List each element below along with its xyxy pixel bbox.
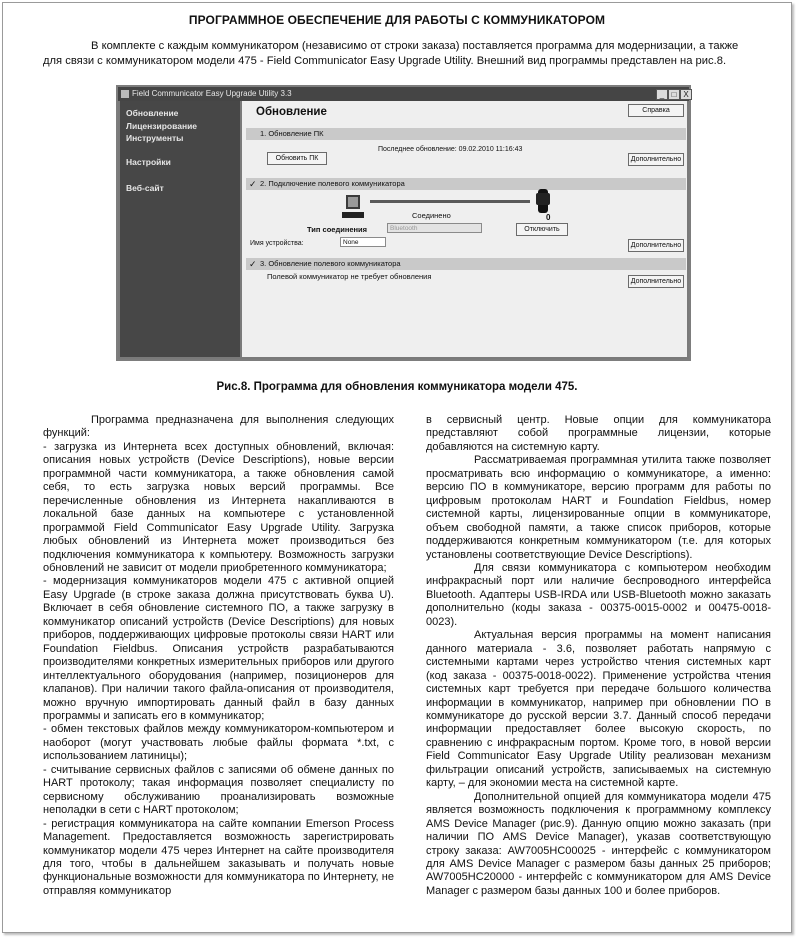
- more-button-3: Дополнительно: [628, 275, 684, 288]
- right-column: [426, 414, 771, 898]
- help-button: Справка: [628, 104, 684, 117]
- communicator-icon: [532, 189, 554, 223]
- intro-line-1: В комплекте с каждым коммуникатором (независимо от строки заказа) поставляется программа для модернизации, а также: [91, 40, 739, 52]
- right-paragraph-4: Актуальная версия программы на момент написания данного материала - 3.6, позволяет работать напрямую с системными картами через устройство чтения системных карт (код заказа - 00375-0018-0022). Применение устройства чтения системных карт требуется при передаче большого количества информации в коммуникатор, например при обновлении ПО в коммуникаторе до русской версии 3.7. Данный способ передачи информации предоставляет более высокую скорость, по сравнению с инфракрасным портом. Кроме того, в новой версии Field Communicator Easy Upgrade Utility реализован механизм фильтрации описаний устройств, записываемых на системную карту, – для экономии места на системной карте.: [426, 629, 771, 790]
- left-paragraph-4: - обмен текстовых файлов между коммуникатором-компьютером и наоборот (могут участвовать любые файлы формата *.txt, с использованием латиницы);: [43, 723, 394, 763]
- section-pc-update-title: 1. Обновление ПК: [260, 129, 324, 138]
- section-pc-update: [246, 128, 686, 140]
- right-paragraph-2: Рассматриваемая программная утилита также позволяет просматривать всю информацию о коммуникаторе, а именно: версию ПО в коммуникаторе, версию программ для работы по цифровым протоколам HART и Foundation Fieldbus, номер системной карты, лицензированные опции в коммуникаторе, объем свободной памяти, а также список приборов, которые поддерживаются конкретным коммуникатором (т.е. для которых установлены соответствующие Device Descriptions).: [426, 454, 771, 561]
- right-paragraph-3: Для связи коммуникатора с компьютером необходим инфракрасный порт или наличие беспроводного интерфейса Bluetooth. Адаптеры USB-IRDA или USB-Bluetooth можно заказать дополнительно (коды заказа - 00375-0015-0002 и 00475-0018-0023).: [426, 561, 771, 628]
- app-content: [242, 101, 687, 357]
- section-communicator-update: [246, 258, 686, 270]
- device-name-label: Имя устройства:: [250, 240, 304, 247]
- sidebar-item-licensing: Лицензирование: [126, 121, 198, 131]
- sidebar-item-website: Веб-сайт: [126, 183, 164, 193]
- intro-paragraph: [43, 39, 759, 69]
- left-column: [43, 414, 394, 898]
- more-button-2: Дополнительно: [628, 239, 684, 252]
- sidebar-item-tools: Инструменты: [126, 133, 184, 143]
- last-update-text: Последнее обновление: 09.02.2010 11:16:43: [378, 146, 523, 153]
- connection-status: Соединено: [412, 211, 451, 220]
- sidebar-item-update: Обновление: [126, 108, 179, 118]
- sidebar-item-settings: Настройки: [126, 157, 171, 167]
- disconnect-button: Отключить: [516, 223, 568, 236]
- window-titlebar: [118, 87, 689, 101]
- left-paragraph-3: - модернизация коммуникаторов модели 475 с активной опцией Easy Upgrade (в строке заказа должна присутствовать буква U). Включает в себя обновление системного ПО, а также загрузку в коммуникатор описаний устройств (Device Descriptions) для новых приборов, поддерживающих цифровые протоколы связи HART или Foundation Fieldbus. Описания устройств разрабатываются производителями конкретных измерительных приборов или другого интеллектуального оборудования (например, позиционеров для клапанов). При наличии такого файла-описания от производителя, можно вручную импортировать данный файл в базу данных программы и записать его в коммуникатор;: [43, 575, 394, 722]
- close-icon: X: [680, 89, 692, 100]
- device-name-field: None: [340, 237, 386, 247]
- section-connection: [246, 178, 686, 190]
- right-paragraph-1: в сервисный центр. Новые опции для коммуникатора представляют собой программные лицензии, которые добавляются на системную карту.: [426, 414, 771, 453]
- document-page: [2, 2, 792, 933]
- section-connection-title: 2. Подключение полевого коммуникатора: [260, 179, 405, 188]
- left-paragraph-6: - регистрация коммуникатора на сайте компании Emerson Process Management. Предоставляется возможность зарегистрировать коммуникатор модели 475 через Интернет на сайте производителя для того, чтобы в дальнейшем заказывать и получать новые функциональные возможности для коммуникатора по Интернету, не отправляя коммуникатор: [43, 817, 394, 897]
- update-pc-button: Обновить ПК: [267, 152, 327, 165]
- section-communicator-update-title: 3. Обновление полевого коммуникатора: [260, 259, 401, 268]
- more-button-1: Дополнительно: [628, 153, 684, 166]
- app-page-title: Обновление: [256, 106, 327, 118]
- page-title: ПРОГРАММНОЕ ОБЕСПЕЧЕНИЕ ДЛЯ РАБОТЫ С КОММУНИКАТОРОМ: [188, 13, 606, 27]
- check-icon: ✓: [249, 179, 257, 189]
- minimize-icon: _: [656, 89, 668, 100]
- check-icon-2: ✓: [249, 259, 257, 269]
- connection-type-select: Bluetooth: [387, 223, 482, 233]
- computer-icon: [340, 193, 370, 221]
- connection-type-label: Тип соединения: [307, 225, 368, 234]
- window-title: Field Communicator Easy Upgrade Utility 3.3: [132, 89, 292, 98]
- intro-line-2: для связи с коммуникатором модели 475 - Field Communicator Easy Upgrade Utility. Внешний вид программы представлен на рис.8.: [43, 55, 727, 67]
- left-paragraph-1: Программа предназначена для выполнения следующих функций:: [43, 414, 394, 440]
- app-icon: [121, 90, 129, 98]
- figure-app-window: [116, 85, 691, 361]
- right-paragraph-5: Дополнительной опцией для коммуникатора модели 475 является возможность подключения к программному комплексу AMS Device Manager (рис.9). Данную опцию можно заказать (при наличии ПО AMS Device Manager), указав соответствующую строку заказа: AW7005HC00025 - интерфейс с коммуникатором для AMS Device Manager с размером базы данных 25 приборов; AW7005HC20000 - интерфейс с коммуникатором для AMS Device Manager с размером базы данных 100 и более приборов.: [426, 790, 771, 897]
- app-sidebar: [120, 101, 240, 357]
- device-indicator: 0: [546, 213, 551, 222]
- maximize-icon: □: [668, 89, 680, 100]
- connection-line: [370, 199, 530, 205]
- communicator-status: Полевой коммуникатор не требует обновления: [267, 272, 432, 281]
- left-paragraph-2: - загрузка из Интернета всех доступных обновлений, включая: описания новых устройств (Device Descriptions), новые версии программной части коммуникатора, а также обновления самой себя, то есть загрузка новых версий программы. Все перечисленные обновления из Интернета накапливаются в локальной базе данных на компьютере с установленной программой Field Communicator Easy Upgrade Utility. Загрузка любых обновлений из Интернета может производиться без подключения коммуникатора к компьютеру. Возможность загрузки обновлений не зависит от модели приобретенного коммуникатора;: [43, 440, 394, 574]
- left-paragraph-5: - считывание сервисных файлов с записями об обмене данных по HART протоколу; такая информация позволяет специалисту по сервисному обслуживанию проанализировать возможные неполадки в сети с HART протоколом;: [43, 763, 394, 817]
- figure-caption: Рис.8. Программа для обновления коммуникатора модели 475.: [216, 381, 578, 393]
